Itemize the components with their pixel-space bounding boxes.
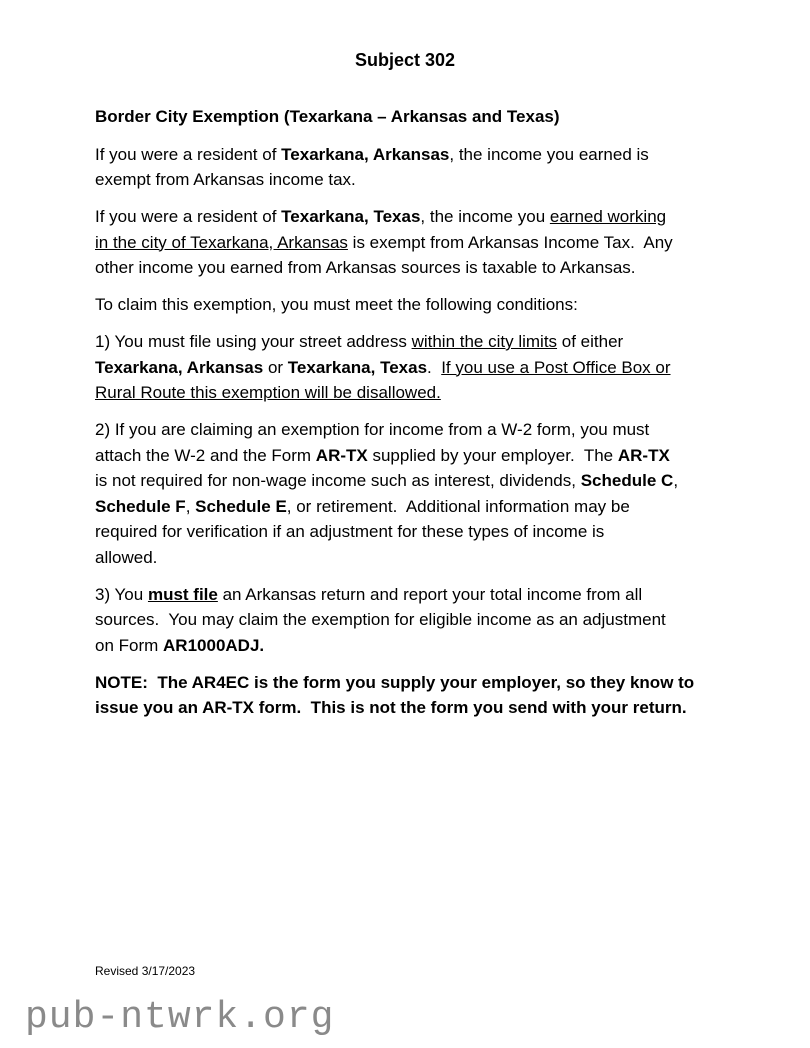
paragraph [95,329,785,406]
text-line [95,255,785,281]
emphasized-text: If you use a Post Office Box or [441,357,671,377]
text-segment: , the income you earned is [449,144,649,164]
watermark: pub-ntwrk.org [25,996,335,1039]
emphasized-text: Schedule C [580,471,674,490]
text-line [95,695,785,721]
text-segment: 2) If you are claiming an exemption for income from a W-2 form, you must [95,420,650,439]
emphasized-text: AR1000ADJ. [163,635,265,655]
emphasized-text: AR-TX [315,445,368,465]
paragraph [95,204,785,281]
emphasized-text: Texarkana, Arkansas [281,144,450,164]
emphasized-text: Texarkana, Texas [281,207,421,226]
text-segment: , [673,471,679,490]
text-segment: sources. You may claim the exemption for eligible income as an adjustment [95,610,666,629]
revised-date: Revised 3/17/2023 [95,964,196,978]
text-segment: an Arkansas return and report your total income from all [217,584,643,604]
text-line [95,355,785,381]
text-line [95,494,785,520]
text-line [95,443,785,469]
text-segment: is not required for non-wage income such as interest, dividends, [95,471,581,490]
text-segment: or [263,357,288,377]
text-segment: allowed. [95,547,158,567]
emphasized-text: earned working [549,207,667,226]
text-segment: , the income you [420,207,550,226]
emphasized-text: in the city of Texarkana, Arkansas [95,232,348,252]
text-segment: , [185,496,196,516]
text-segment: If you were a resident of [95,207,282,226]
paragraph [95,417,785,570]
paragraph [95,292,785,318]
text-segment: . [427,357,442,377]
emphasized-text: NOTE: The AR4EC is the form you supply your employer, so they know to [95,672,695,692]
text-line [95,204,785,230]
emphasized-text: Texarkana, Arkansas [95,357,264,377]
text-line [95,142,785,168]
emphasized-text: Schedule E [195,496,287,516]
emphasized-text: Schedule F [95,496,186,516]
emphasized-text: within the city limits [411,332,558,351]
text-line [95,417,785,443]
text-segment: attach the W-2 and the Form [95,445,316,465]
text-line [95,545,785,571]
text-segment: other income you earned from Arkansas sources is taxable to Arkansas. [95,258,636,277]
text-segment: 3) You [95,584,148,604]
text-segment: of either [557,332,624,351]
text-line [95,292,785,318]
text-line [95,607,785,633]
paragraph [95,582,785,659]
emphasized-text: issue you an AR-TX form. This is not the form you send with your return. [95,698,687,717]
text-segment: supplied by your employer. The [367,445,618,465]
paragraph [95,670,785,721]
text-segment: is exempt from Arkansas Income Tax. Any [347,232,673,252]
emphasized-text: Rural Route this exemption will be disallowed. [95,383,441,402]
text-segment: exempt from Arkansas income tax. [95,170,356,189]
text-line [95,582,785,608]
text-segment: 1) You must file using your street address [95,332,412,351]
text-line [95,329,785,355]
paragraph [95,142,785,193]
emphasized-text: Texarkana, Texas [287,357,428,377]
text-line [95,468,785,494]
text-line [95,670,785,696]
text-segment: on Form [95,635,164,655]
section-heading: Border City Exemption (Texarkana – Arkansas and Texas) [95,107,560,126]
text-line [95,633,785,659]
text-segment: , or retirement. Additional information may be [286,496,630,516]
text-segment: If you were a resident of [95,144,282,164]
text-line [95,167,785,193]
emphasized-text: AR-TX [617,445,670,465]
page-title: Subject 302 [354,50,456,70]
text-line [95,230,785,256]
text-segment: required for verification if an adjustment for these types of income is [95,522,605,541]
document-body [95,104,785,732]
text-segment: To claim this exemption, you must meet the following conditions: [95,295,578,314]
emphasized-text: must file [147,584,218,604]
paragraphs [95,142,785,721]
text-line [95,519,785,545]
text-line [95,380,785,406]
